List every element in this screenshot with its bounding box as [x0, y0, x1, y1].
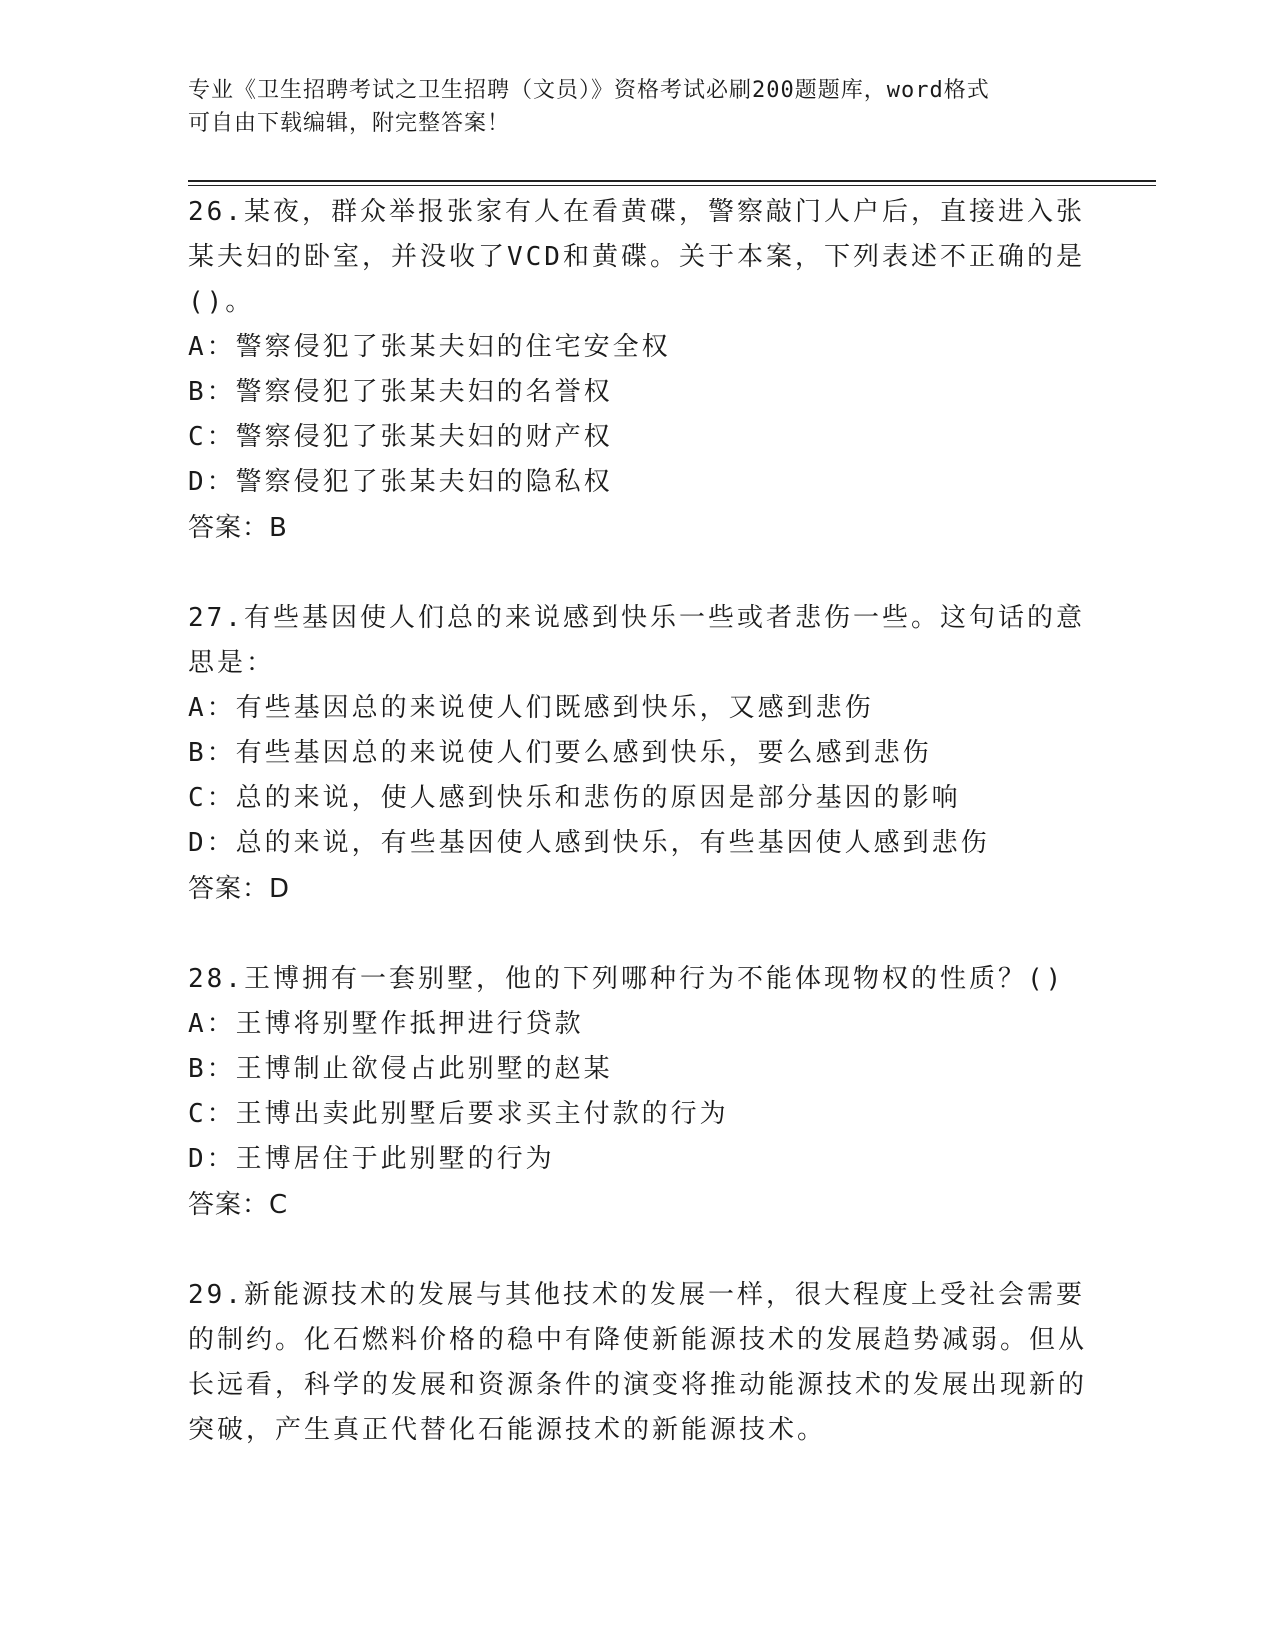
- question-26: [188, 190, 1088, 551]
- header-line-2: 可自由下载编辑，附完整答案！: [188, 111, 511, 136]
- answer-label: 答案：D: [188, 874, 291, 904]
- option-a: A：警察侵犯了张某夫妇的住宅安全权: [188, 332, 671, 362]
- option-d: D：警察侵犯了张某夫妇的隐私权: [188, 467, 613, 497]
- option-c: C：王博出卖此别墅后要求买主付款的行为: [188, 1099, 729, 1129]
- option-c: C：警察侵犯了张某夫妇的财产权: [188, 422, 613, 452]
- option-b: B：有些基因总的来说使人们要么感到快乐，要么感到悲伤: [188, 738, 932, 768]
- option-c: C：总的来说，使人感到快乐和悲伤的原因是部分基因的影响: [188, 783, 961, 813]
- document-header: [188, 74, 1088, 140]
- header-divider-thick: [188, 180, 1156, 182]
- question-list: [188, 190, 1088, 1498]
- question-27: [188, 596, 1088, 912]
- header-line-1: 专业《卫生招聘考试之卫生招聘（文员）》资格考试必刷200题题库，word格式: [188, 78, 990, 103]
- answer-label: 答案：B: [188, 513, 288, 543]
- question-text: 29.新能源技术的发展与其他技术的发展一样，很大程度上受社会需要的制约。化石燃料价格的稳中有降使新能源技术的发展趋势减弱。但从长远看，科学的发展和资源条件的演变将推动能源技术的发展出现新的突破，产生真正代替化石能源技术的新能源技术。: [188, 1280, 1088, 1445]
- option-a: A：有些基因总的来说使人们既感到快乐，又感到悲伤: [188, 693, 874, 723]
- option-b: B：王博制止欲侵占此别墅的赵某: [188, 1054, 613, 1084]
- option-a: A：王博将别墅作抵押进行贷款: [188, 1009, 584, 1039]
- answer-label: 答案：C: [188, 1190, 289, 1220]
- question-29: [188, 1273, 1088, 1453]
- question-28: [188, 957, 1088, 1228]
- option-d: D：王博居住于此别墅的行为: [188, 1144, 555, 1174]
- option-b: B：警察侵犯了张某夫妇的名誉权: [188, 377, 613, 407]
- question-text: 26.某夜，群众举报张家有人在看黄碟，警察敲门人户后，直接进入张某夫妇的卧室，并没收了VCD和黄碟。关于本案，下列表述不正确的是()。: [188, 197, 1085, 317]
- question-text: 28.王博拥有一套别墅，他的下列哪种行为不能体现物权的性质？(): [188, 964, 1065, 994]
- question-text: 27.有些基因使人们总的来说感到快乐一些或者悲伤一些。这句话的意思是：: [188, 603, 1085, 678]
- option-d: D：总的来说，有些基因使人感到快乐，有些基因使人感到悲伤: [188, 828, 990, 858]
- header-divider-thin: [188, 185, 1156, 186]
